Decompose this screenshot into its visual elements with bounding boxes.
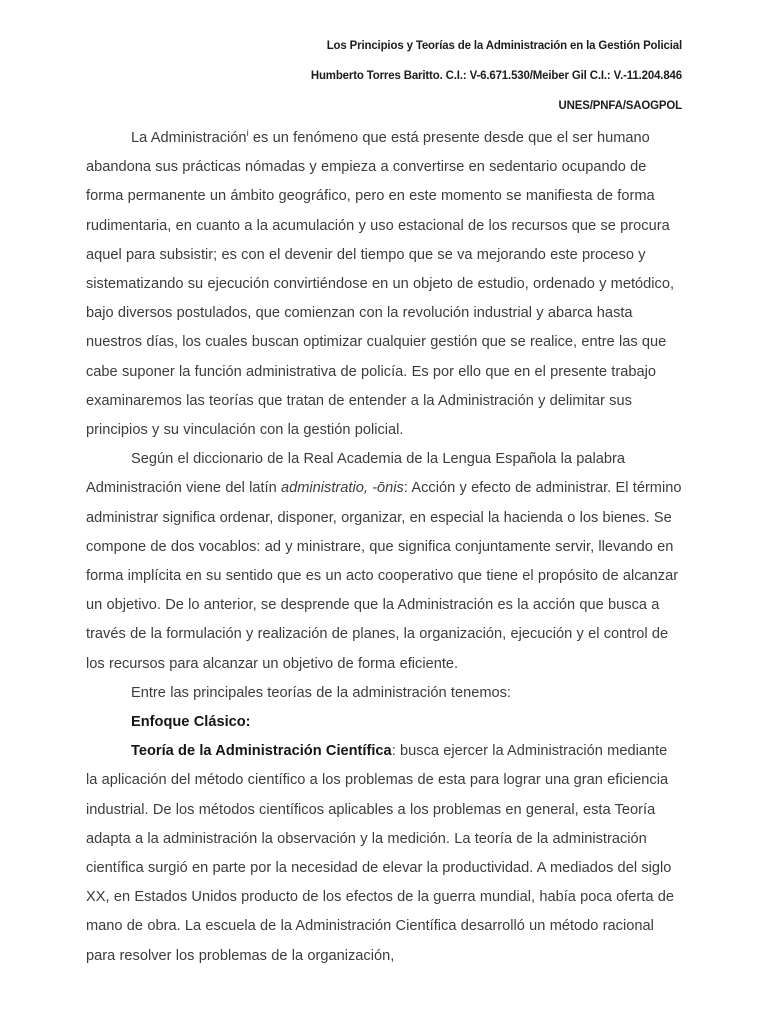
paragraph-definition (86, 445, 682, 679)
subsection-heading-teoria-administracion-cientifica: Teoría de la Administración Científica (131, 743, 392, 760)
document-institution: UNES/PNFA/SAOGPOL (558, 98, 682, 112)
document-authors: Humberto Torres Baritto. C.I.: V-6.671.530/Meiber Gil C.I.: V.-11.204.846 (310, 68, 682, 82)
paragraph-introduction (86, 124, 682, 445)
footnote-reference-icon: i (246, 127, 249, 139)
document-title: Los Principios y Teorías de la Administración en la Gestión Policial (326, 38, 682, 52)
paragraph-theories-intro: Entre las principales teorías de la administración tenemos: (131, 684, 511, 701)
paragraph-2-part-2: : Acción y efecto de administrar. El término administrar significa ordenar, disponer, organizar, en especial la hacienda o los bienes. Se compone de dos vocablos: ad y ministrare, que significa conjuntamente servir, llevando en forma implícita en su sentido que es un acto cooperativo que tiene el propósito de alcanzar un objetivo. De lo anterior, se desprende que la Administración es la acción que busca a través de la formulación y realización de planes, la organización, ejecución y el control de los recursos para alcanzar un objetivo de forma eficiente. (86, 480, 682, 672)
section-heading-enfoque-clasico: Enfoque Clásico: (131, 714, 251, 731)
paragraph-1-body: es un fenómeno que está presente desde que el ser humano abandona sus prácticas nómadas y empieza a convertirse en sedentario ocupando de forma permanente un ámbito geográfico, pero en este momento se manifiesta de forma rudimentaria, en cuanto a la acumulación y uso estacional de los recursos que se procura aquel para subsistir; es con el devenir del tiempo que se va mejorando este proceso y sistematizando su ejecución convirtiéndose en un objeto de estudio, ordenado y metódico, bajo diversos postulados, que comienzan con la revolución industrial y abarca hasta nuestros días, los cuales buscan optimizar cualquier gestión que se realice, entre las que cabe suponer la función administrativa de policía. Es por ello que en el presente trabajo examinaremos las teorías que tratan de entender a la Administración y delimitar sus principios y su vinculación con la gestión policial. (86, 130, 675, 439)
paragraph-2-part-1: Según el diccionario de la Real Academia de la Lengua Española la palabra Administración viene del latín (86, 451, 625, 497)
paragraph-1-lead: La Administración (131, 130, 247, 146)
document-header (86, 30, 682, 120)
document-body (86, 124, 682, 971)
latin-etymology-term: administratio, -ōnis (280, 480, 404, 497)
paragraph-4-body: : busca ejercer la Administración mediante la aplicación del método científico a los problemas de esta para lograr una gran eficiencia industrial. De los métodos científicos aplicables a los problemas en general, esta Teoría adapta a la administración la observación y la medición. La teoría de la administración científica surgió en parte por la necesidad de elevar la productividad. A mediados del siglo XX, en Estados Unidos producto de los efectos de la guerra mundial, había poca oferta de mano de obra. La escuela de la Administración Científica desarrolló un método racional para resolver los problemas de la organización, (86, 743, 674, 964)
paragraph-teoria-cientifica (86, 737, 682, 971)
